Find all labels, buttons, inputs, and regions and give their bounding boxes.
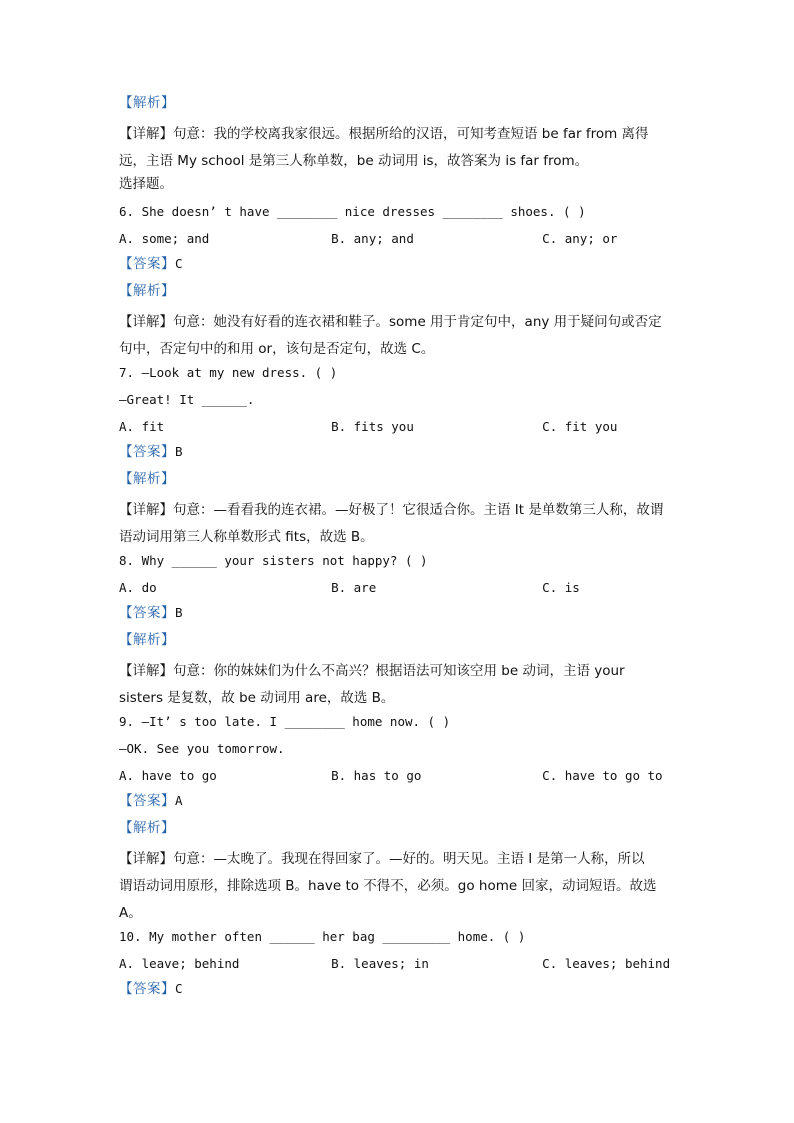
option-b: B. any; and <box>331 231 414 246</box>
options-row <box>119 230 679 247</box>
detail-text-line: 远，主语 My school 是第三人称单数，be 动词用 is，故答案为 is far from。 <box>119 153 589 169</box>
answer-value: B <box>175 605 183 620</box>
analysis-tag: 【解析】 <box>119 283 175 299</box>
detail-text-line: A。 <box>119 905 142 921</box>
detail-tag: 【详解】 <box>119 663 173 679</box>
section-tail: 选择题。 <box>119 176 173 192</box>
detail-text-line: 句中，否定句中的和用 or，该句是否定句，故选 C。 <box>119 341 435 357</box>
option-b: B. fits you <box>331 419 414 434</box>
question-dialogue: —OK. See you tomorrow. <box>119 741 285 756</box>
analysis-tag: 【解析】 <box>119 632 175 648</box>
option-a: A. do <box>119 580 157 595</box>
option-c: C. have to go to <box>542 768 663 783</box>
options-row <box>119 955 679 972</box>
option-b: B. leaves; in <box>331 956 429 971</box>
option-c: C. leaves; behind <box>542 956 671 971</box>
detail-paragraph <box>119 846 679 927</box>
option-b: B. are <box>331 580 377 595</box>
answer-tag: 【答案】 <box>119 981 175 997</box>
analysis-tag: 【解析】 <box>119 95 175 111</box>
detail-tag: 【详解】 <box>119 851 173 867</box>
detail-tag: 【详解】 <box>119 126 173 142</box>
option-a: A. fit <box>119 419 165 434</box>
detail-text-line: 句意：—太晚了。我现在得回家了。—好的。明天见。主语 I 是第一人称，所以 <box>173 851 645 867</box>
answer-line <box>119 980 679 997</box>
detail-text-line: 句意：她没有好看的连衣裙和鞋子。some 用于肯定句中，any 用于疑问句或否定 <box>173 314 662 330</box>
question-dialogue: —Great! It ______. <box>119 392 255 407</box>
options-row <box>119 418 679 435</box>
option-c: C. any; or <box>542 231 618 246</box>
detail-text-line: 语动词用第三人称单数形式 fits，故选 B。 <box>119 529 374 545</box>
answer-line <box>119 792 679 809</box>
page-content <box>119 94 679 1007</box>
analysis-heading <box>119 94 679 111</box>
question-stem: 10. My mother often ______ her bag _________ home. ( ) <box>119 929 526 944</box>
detail-paragraph <box>119 121 679 175</box>
analysis-tag: 【解析】 <box>119 820 175 836</box>
analysis-heading <box>119 282 679 299</box>
answer-value: B <box>175 444 183 459</box>
option-b: B. has to go <box>331 768 422 783</box>
answer-value: A <box>175 793 183 808</box>
analysis-heading <box>119 819 679 836</box>
detail-paragraph <box>119 658 679 712</box>
answer-line <box>119 443 679 460</box>
analysis-heading <box>119 470 679 487</box>
question-stem: 8. Why ______ your sisters not happy? ( ) <box>119 553 428 568</box>
options-row <box>119 579 679 596</box>
question-stem: 6. She doesn’ t have ________ nice dresses ________ shoes. ( ) <box>119 204 586 219</box>
detail-tag: 【详解】 <box>119 314 173 330</box>
answer-value: C <box>175 256 183 271</box>
detail-paragraph <box>119 309 679 363</box>
option-a: A. have to go <box>119 768 217 783</box>
analysis-heading <box>119 631 679 648</box>
detail-text-line: 句意：你的妹妹们为什么不高兴？根据语法可知该空用 be 动词，主语 your <box>173 663 625 679</box>
detail-text-line: 谓语动词用原形，排除选项 B。have to 不得不，必须。go home 回家，动词短语。故选 <box>119 878 657 894</box>
question-stem: 9. —It’ s too late. I ________ home now. ( ) <box>119 714 451 729</box>
answer-value: C <box>175 981 183 996</box>
detail-paragraph <box>119 497 679 551</box>
analysis-tag: 【解析】 <box>119 471 175 487</box>
option-c: C. is <box>542 580 580 595</box>
option-c: C. fit you <box>542 419 618 434</box>
answer-line <box>119 255 679 272</box>
answer-tag: 【答案】 <box>119 793 175 809</box>
option-a: A. some; and <box>119 231 210 246</box>
detail-text-line: 句意：—看看我的连衣裙。—好极了！它很适合你。主语 It 是单数第三人称，故谓 <box>173 502 664 518</box>
answer-tag: 【答案】 <box>119 605 175 621</box>
options-row <box>119 767 679 784</box>
detail-text-line: 句意：我的学校离我家很远。根据所给的汉语，可知考查短语 be far from 离得 <box>173 126 649 142</box>
answer-tag: 【答案】 <box>119 256 175 272</box>
answer-tag: 【答案】 <box>119 444 175 460</box>
option-a: A. leave; behind <box>119 956 240 971</box>
detail-text-line: sisters 是复数，故 be 动词用 are，故选 B。 <box>119 690 395 706</box>
detail-tag: 【详解】 <box>119 502 173 518</box>
question-stem: 7. —Look at my new dress. ( ) <box>119 365 338 380</box>
answer-line <box>119 604 679 621</box>
